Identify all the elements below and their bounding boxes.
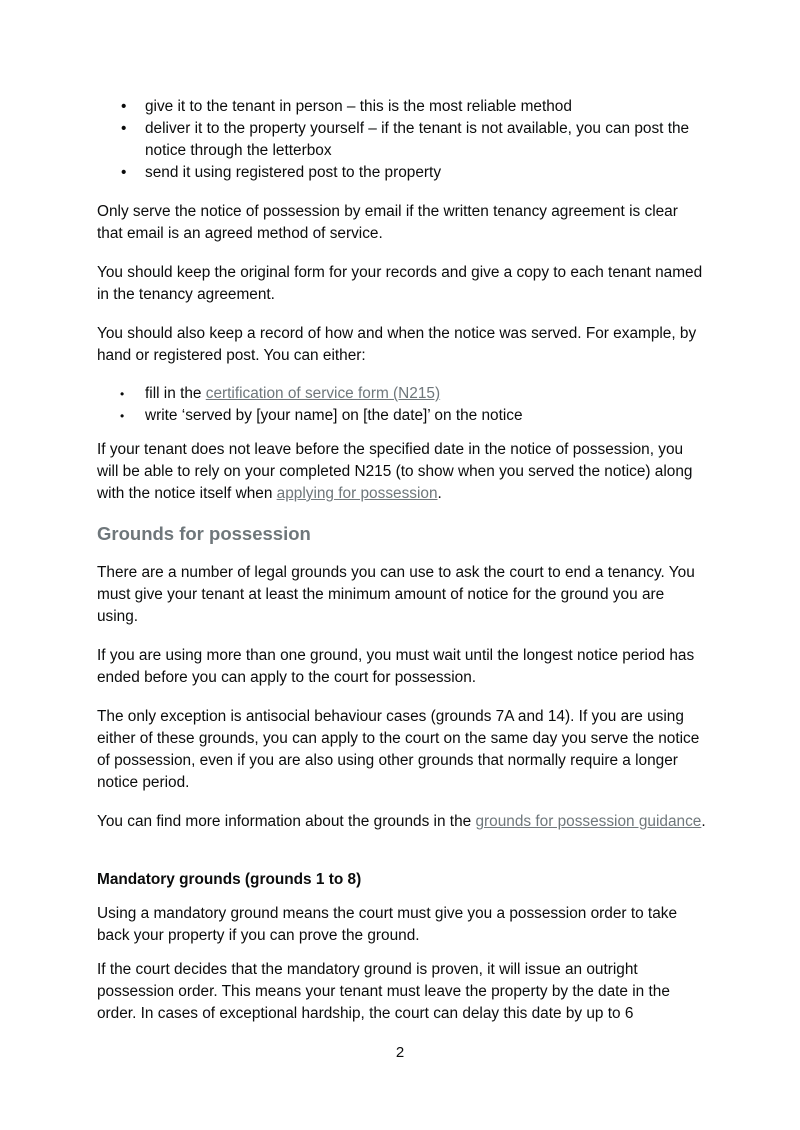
page-number: 2 (395, 1044, 405, 1061)
document-page (97, 96, 707, 1025)
list-item-text: fill in the (145, 385, 206, 402)
heading-mandatory-grounds: Mandatory grounds (grounds 1 to 8) (97, 871, 362, 888)
paragraph-more-than-one: If you are using more than one ground, you must wait until the longest notice period has ended before you can apply to the court for possession. (97, 647, 695, 686)
period: . (437, 485, 442, 502)
paragraph-mandatory-1: Using a mandatory ground means the court must give you a possession order to take back your property if you can prove the ground. (97, 905, 678, 944)
n215-link[interactable]: certification of service form (N215) (205, 385, 441, 402)
list-item: • give it to the tenant in person – this is the most reliable method (97, 96, 707, 118)
paragraph-text: If your tenant does not leave before the specified date in the notice of possession, you will be able to rely on your completed N215 (to show when you served the notice) along with the notice itself when (97, 441, 693, 502)
heading-grounds-for-possession: Grounds for possession (97, 523, 311, 544)
grounds-guidance-link[interactable]: grounds for possession guidance (475, 813, 702, 830)
applying-for-possession-link[interactable]: applying for possession (276, 485, 438, 502)
paragraph-mandatory-2: If the court decides that the mandatory ground is proven, it will issue an outright possession order. This means your tenant must leave the property by the date in the order. In cases of exceptional hardship, the court can delay this date by up to 6 (97, 961, 670, 1022)
paragraph-find-more (97, 811, 707, 833)
list-item: • send it using registered post to the property (97, 162, 707, 184)
paragraph-keep-original: You should keep the original form for your records and give a copy to each tenant named in the tenancy agreement. (97, 264, 703, 303)
list-item (97, 383, 707, 405)
list-item: • write ‘served by [your name] on [the date]’ on the notice (97, 405, 707, 427)
paragraph-keep-record: You should also keep a record of how and when the notice was served. For example, by hand or registered post. You can either: (97, 325, 697, 364)
period: . (701, 813, 706, 830)
paragraph-legal-grounds: There are a number of legal grounds you can use to ask the court to end a tenancy. You must give your tenant at least the minimum amount of notice for the ground you are using. (97, 564, 695, 625)
record-options-list (97, 383, 707, 427)
service-methods-list (97, 96, 707, 184)
paragraph-tenant-leave (97, 439, 707, 505)
paragraph-text: You can find more information about the grounds in the (97, 813, 476, 830)
paragraph-email: Only serve the notice of possession by email if the written tenancy agreement is clear that email is an agreed method of service. (97, 203, 678, 242)
paragraph-exception: The only exception is antisocial behaviour cases (grounds 7A and 14). If you are using either of these grounds, you can apply to the court on the same day you serve the notice of possession, even if you are also using other grounds that normally require a longer notice period. (97, 708, 700, 791)
list-item: • deliver it to the property yourself – if the tenant is not available, you can post the notice through the letterbox (97, 118, 707, 162)
